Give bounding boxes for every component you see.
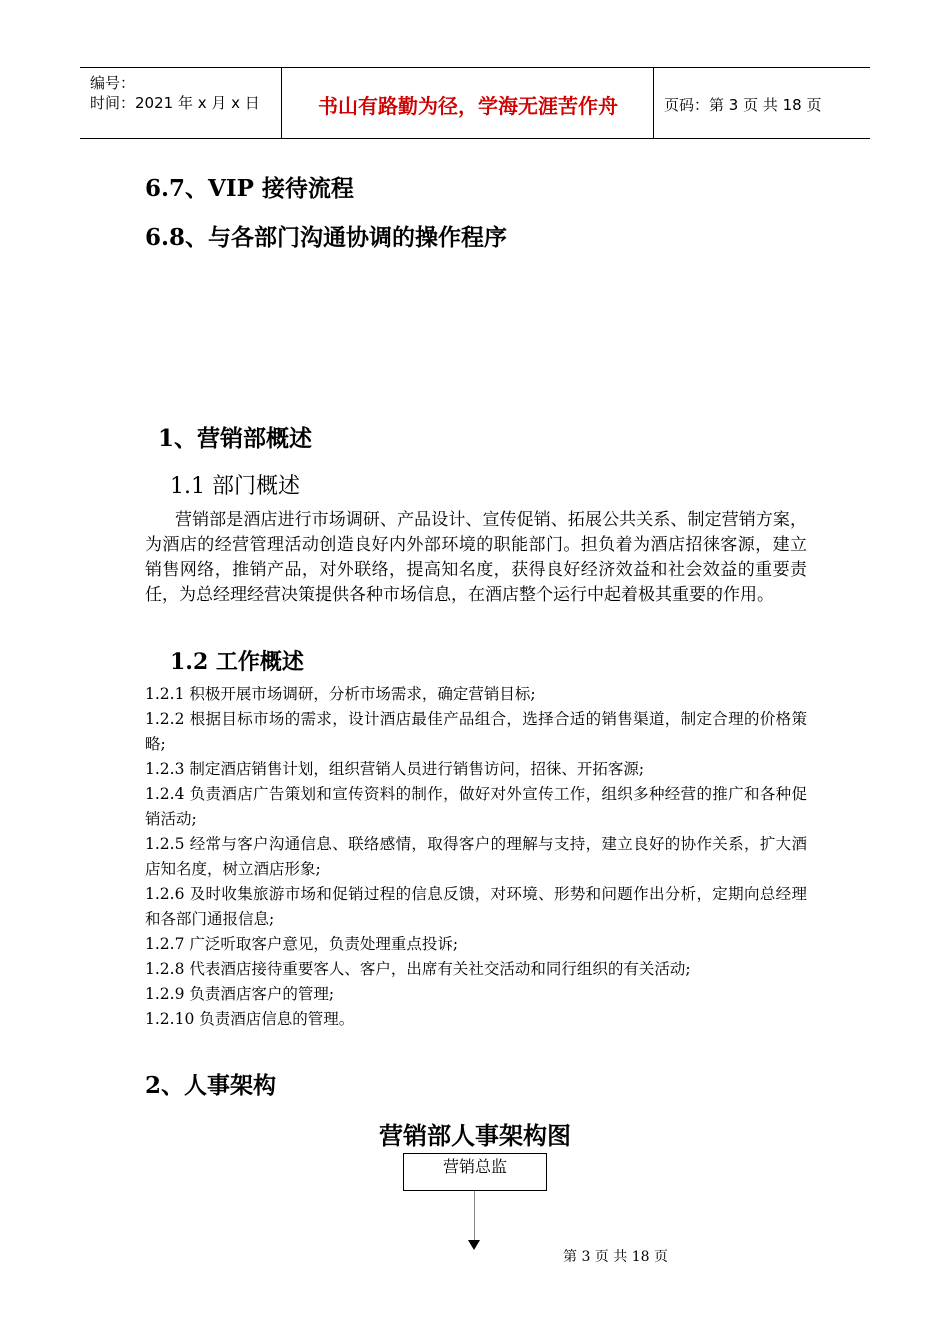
motto-text: 书山有路勤为径，学海无涯苦作舟 xyxy=(318,94,618,118)
toc-item-6-7: 6.7、VIP 接待流程 xyxy=(145,175,354,202)
list-item: 1.2.2 根据目标市场的需求，设计酒店最佳产品组合，选择合适的销售渠道，制定合理的价格策略; xyxy=(145,710,807,753)
list-item: 1.2.3 制定酒店销售计划，组织营销人员进行销售访问，招徕、开拓客源; xyxy=(145,760,645,778)
header-left-cell xyxy=(80,68,282,138)
list-item: 1.2.7 广泛听取客户意见，负责处理重点投诉; xyxy=(145,935,459,953)
list-item: 1.2.1 积极开展市场调研，分析市场需求，确定营销目标; xyxy=(145,685,536,703)
department-overview-paragraph: 营销部是酒店进行市场调研、产品设计、宣传促销、拓展公共关系、制定营销方案，为酒店的经营管理活动创造良好内外部环境的职能部门。担负着为酒店招徕客源，建立销售网络，推销产品，对外联络，提高知名度，获得良好经济效益和社会效益的重要责任，为总经理经营决策提供各种市场信息，在酒店整个运行中起着极其重要的作用。 xyxy=(145,510,807,605)
page-header-table xyxy=(80,67,870,139)
org-chart-top-box: 营销总监 xyxy=(403,1153,547,1191)
page-info: 页码：第 3 页 共 18 页 xyxy=(664,96,822,114)
list-item: 1.2.8 代表酒店接待重要客人、客户，出席有关社交活动和同行组织的有关活动; xyxy=(145,960,691,978)
subsection-1-2-title: 1.2 工作概述 xyxy=(170,649,304,675)
section-1-title: 1、营销部概述 xyxy=(158,425,313,452)
list-item: 1.2.9 负责酒店客户的管理; xyxy=(145,985,335,1003)
work-items-list xyxy=(145,682,807,1032)
list-item: 1.2.10 负责酒店信息的管理。 xyxy=(145,1010,355,1028)
section-2-title: 2、人事架构 xyxy=(145,1072,277,1099)
time-label: 时间：2021 年 x 月 x 日 xyxy=(90,94,260,112)
org-connector-line xyxy=(474,1191,475,1243)
serial-label: 编号： xyxy=(90,74,136,92)
header-motto-cell xyxy=(282,68,654,138)
list-item: 1.2.4 负责酒店广告策划和宣传资料的制作，做好对外宣传工作，组织多种经营的推广和各种促销活动; xyxy=(145,785,807,828)
header-right-cell xyxy=(654,68,870,138)
list-item: 1.2.6 及时收集旅游市场和促销过程的信息反馈，对环境、形势和问题作出分析，定期向总经理和各部门通报信息; xyxy=(145,885,807,928)
page-footer: 第 3 页 共 18 页 xyxy=(563,1249,668,1265)
toc-item-6-8: 6.8、与各部门沟通协调的操作程序 xyxy=(145,224,508,251)
org-chart-title: 营销部人事架构图 xyxy=(379,1122,571,1150)
subsection-1-1-title: 1.1 部门概述 xyxy=(170,474,300,499)
arrow-down-icon xyxy=(468,1240,480,1250)
list-item: 1.2.5 经常与客户沟通信息、联络感情，取得客户的理解与支持，建立良好的协作关系，扩大酒店知名度，树立酒店形象; xyxy=(145,835,807,878)
